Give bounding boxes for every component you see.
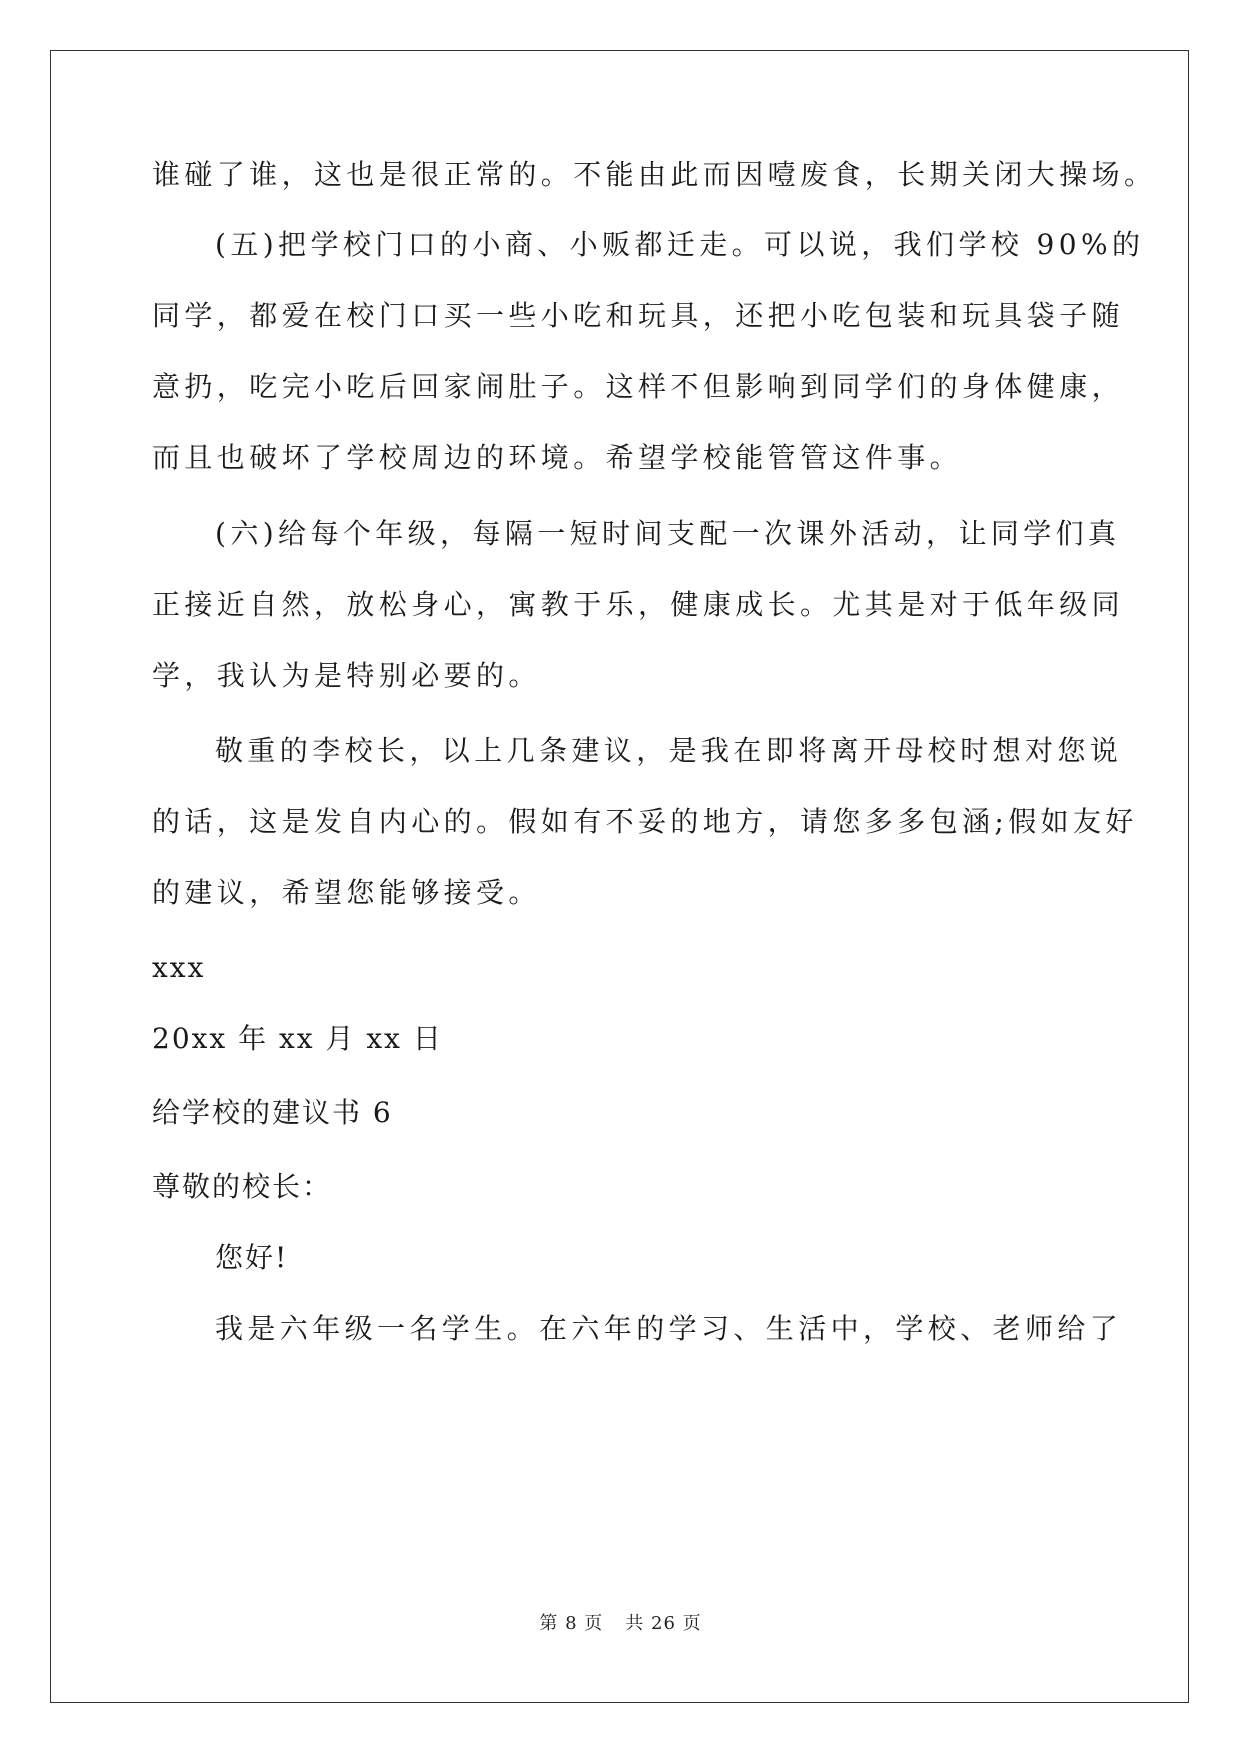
page-number: 第 8 页 [539,1613,604,1634]
page-footer [0,1612,1241,1636]
body-text-line: 敬重的李校长，以上几条建议，是我在即将离开母校时想对您说 [215,734,1123,767]
body-text-line: 学，我认为是特别必要的。 [152,659,541,692]
body-text-line: 我是六年级一名学生。在六年的学习、生活中，学校、老师给了 [215,1312,1123,1345]
body-text-line: 而且也破坏了学校周边的环境。希望学校能管管这件事。 [152,441,963,474]
body-text-line: (五)把学校门口的小商、小贩都迁走。可以说，我们学校 90%的 [215,228,1145,261]
body-text-line: 同学，都爱在校门口买一些小吃和玩具，还把小吃包装和玩具袋子随 [152,299,1125,332]
body-text-line: 谁碰了谁，这也是很正常的。不能由此而因噎废食，长期关闭大操场。 [152,158,1157,191]
body-text-line: 意扔，吃完小吃后回家闹肚子。这样不但影响到同学们的身体健康， [152,370,1125,403]
body-text-line: 正接近自然，放松身心，寓教于乐，健康成长。尤其是对于低年级同 [152,588,1125,621]
section-heading: 给学校的建议书 6 [152,1096,393,1129]
body-text-line: (六)给每个年级，每隔一短时间支配一次课外活动，让同学们真 [215,517,1121,550]
signature-name: xxx [152,951,206,984]
greeting: 您好! [215,1241,289,1274]
signature-date: 20xx 年 xx 月 xx 日 [152,1022,443,1055]
body-text-line: 的建议，希望您能够接受。 [152,876,541,909]
body-text-line: 的话，这是发自内心的。假如有不妥的地方，请您多多包涵;假如友好 [152,805,1138,838]
salutation: 尊敬的校长： [152,1170,333,1203]
page-total: 共 26 页 [625,1613,702,1634]
